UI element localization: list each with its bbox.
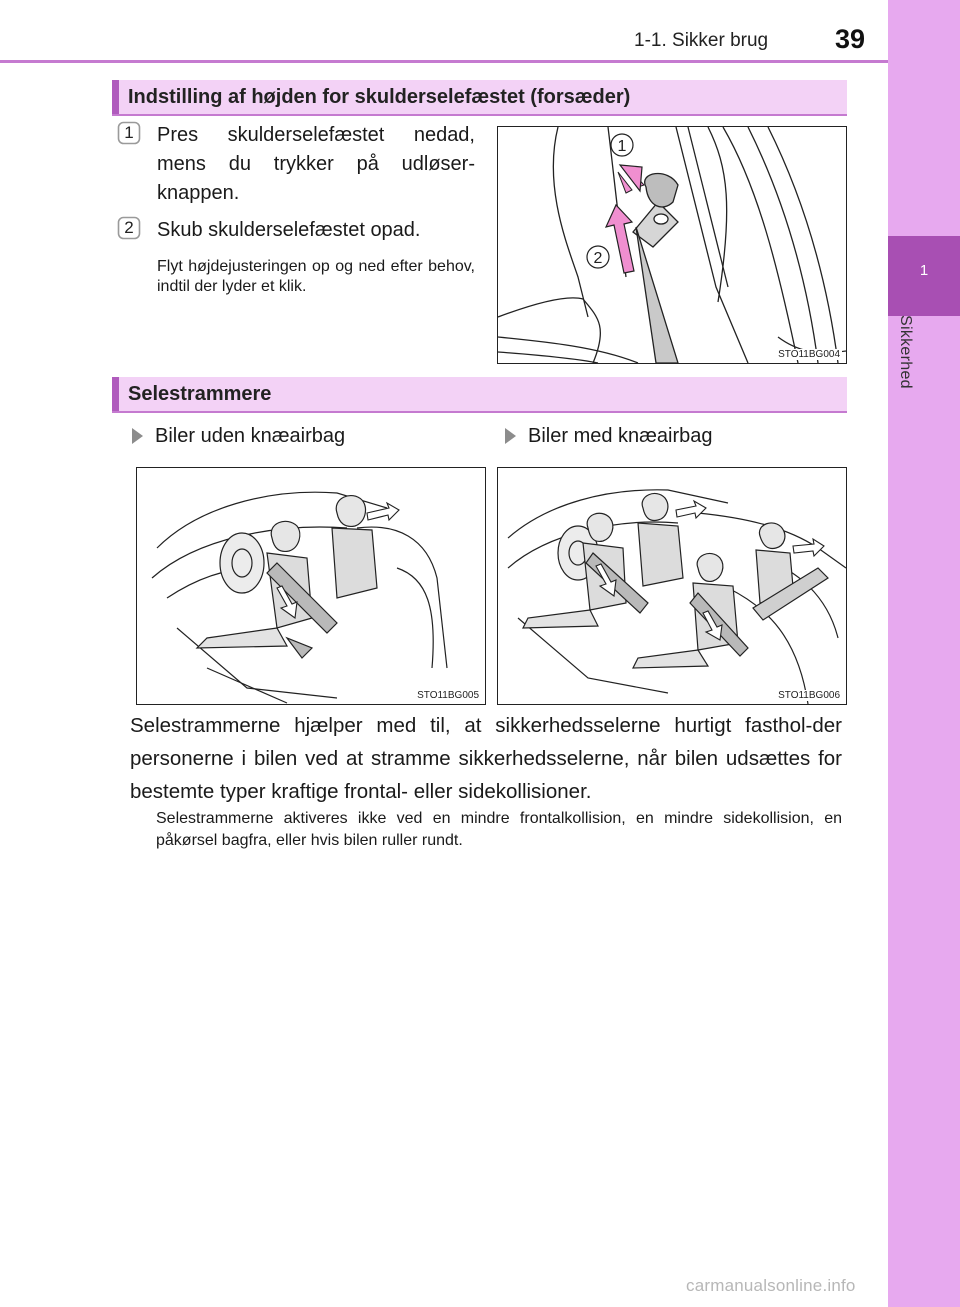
section-heading-pretensioners bbox=[112, 377, 847, 411]
chapter-label: Sikkerhed bbox=[897, 315, 914, 389]
chapter-tab bbox=[888, 236, 960, 316]
section-title: Selestrammere bbox=[128, 383, 272, 405]
step-text-1: Pres skulderselefæstet nedad, mens du trykker på udløser-knappen. bbox=[157, 124, 475, 204]
watermark: carmanualsonline.info bbox=[686, 1276, 856, 1295]
illustration-cabin-full bbox=[498, 468, 846, 704]
figure-no-knee-airbag bbox=[136, 467, 486, 705]
pretensioner-note: Selestrammerne aktiveres ikke ved en mindre frontalkollision, en mindre sidekollision, en påkørsel bagfra, eller hvis bilen ruller rundt. bbox=[156, 810, 842, 849]
illustration-shoulder-anchor bbox=[498, 127, 846, 363]
illustration-cabin-front bbox=[137, 468, 485, 704]
svg-text:2: 2 bbox=[593, 250, 603, 267]
step-number-2: 2 bbox=[117, 216, 141, 240]
triangle-bullet-icon bbox=[505, 428, 516, 444]
page-number: 39 bbox=[835, 24, 866, 54]
svg-text:1: 1 bbox=[617, 138, 627, 155]
pretensioner-description: Selestrammerne hjælper med til, at sikkerhedsselerne hurtigt fasthol-der personerne i bilen ved at stramme sikkerhedsselerne, når bilen udsættes for bestemte typer kraftige frontal- eller sidekollisioner. bbox=[130, 714, 842, 803]
figure-code: STO11BG005 bbox=[417, 690, 479, 701]
chapter-label-wrap bbox=[896, 315, 922, 425]
figure-knee-airbag bbox=[497, 467, 847, 705]
subheading-no-knee-airbag: Biler uden knæairbag bbox=[132, 425, 345, 448]
figure-code: STO11BG006 bbox=[778, 690, 840, 701]
running-header-section: 1-1. Sikker brug bbox=[634, 30, 769, 51]
figure-code: STO11BG004 bbox=[778, 349, 840, 360]
subheading-knee-airbag: Biler med knæairbag bbox=[505, 425, 713, 448]
figure-shoulder-anchor bbox=[497, 126, 847, 364]
chapter-number: 1 bbox=[919, 262, 929, 279]
section-title: Indstilling af højden for skulderselefæstet (forsæder) bbox=[128, 86, 631, 108]
section-heading-shoulder-anchor bbox=[112, 80, 847, 114]
header-rule bbox=[0, 60, 888, 63]
triangle-bullet-icon bbox=[132, 428, 143, 444]
step-text-2: Skub skulderselefæstet opad. bbox=[157, 219, 421, 241]
step-number-1: 1 bbox=[117, 121, 141, 145]
side-strip bbox=[888, 0, 960, 1307]
step-note: Flyt højdejusteringen op og ned efter behov, indtil der lyder et klik. bbox=[157, 258, 475, 295]
